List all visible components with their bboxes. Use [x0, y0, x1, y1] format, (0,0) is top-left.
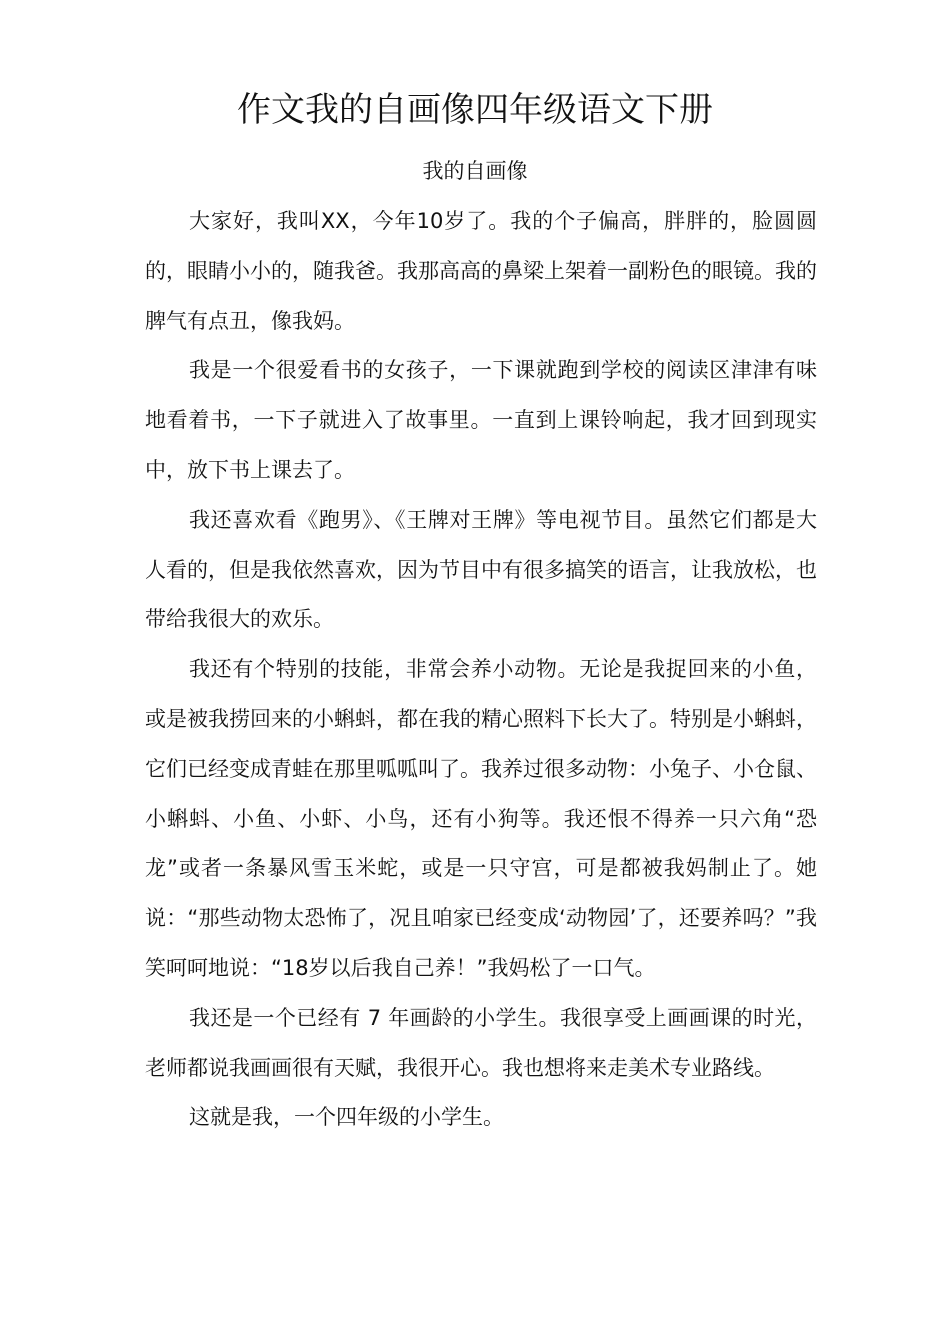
paragraph-pets: 我还有个特别的技能，非常会养小动物。无论是我捉回来的小鱼，或是被我捞回来的小蝌蚪，都在我的精心照料下长大了。特别是小蝌蚪，它们已经变成青蛙在那里呱呱叫了。我养过很多动物：小兔子、小仓鼠、小蝌蚪、小鱼、小虾、小鸟，还有小狗等。我还恨不得养一只六角“恐龙”或者一条暴风雪玉米蛇，或是一只守宫，可是都被我妈制止了。她说：“那些动物太恐怖了，况且咱家已经变成‘动物园’了，还要养吗？”我笑呵呵地说：“18岁以后我自己养！”我妈松了一口气。 — [145, 657, 817, 980]
essay-body — [145, 197, 817, 1143]
essay-title: 我的自画像 — [422, 159, 528, 183]
document-title: 作文我的自画像四年级语文下册 — [237, 90, 713, 130]
paragraph-reading: 我是一个很爱看书的女孩子，一下课就跑到学校的阅读区津津有味地看着书，一下子就进入了故事里。一直到上课铃响起，我才回到现实中，放下书上课去了。 — [145, 358, 817, 482]
paragraph-drawing: 我还是一个已经有 7 年画龄的小学生。我很享受上画画课的时光，老师都说我画画很有天赋，我很开心。我也想将来走美术专业路线。 — [145, 1005, 817, 1080]
paragraph-conclusion: 这就是我，一个四年级的小学生。 — [189, 1105, 504, 1130]
paragraph-tv-shows: 我还喜欢看《跑男》、《王牌对王牌》等电视节目。虽然它们都是大人看的，但是我依然喜欢，因为节目中有很多搞笑的语言，让我放松，也带给我很大的欢乐。 — [145, 507, 817, 632]
paragraph-intro: 大家好，我叫XX，今年10岁了。我的个子偏高，胖胖的，脸圆圆的，眼睛小小的，随我爸。我那高高的鼻梁上架着一副粉色的眼镜。我的脾气有点丑，像我妈。 — [145, 209, 817, 333]
